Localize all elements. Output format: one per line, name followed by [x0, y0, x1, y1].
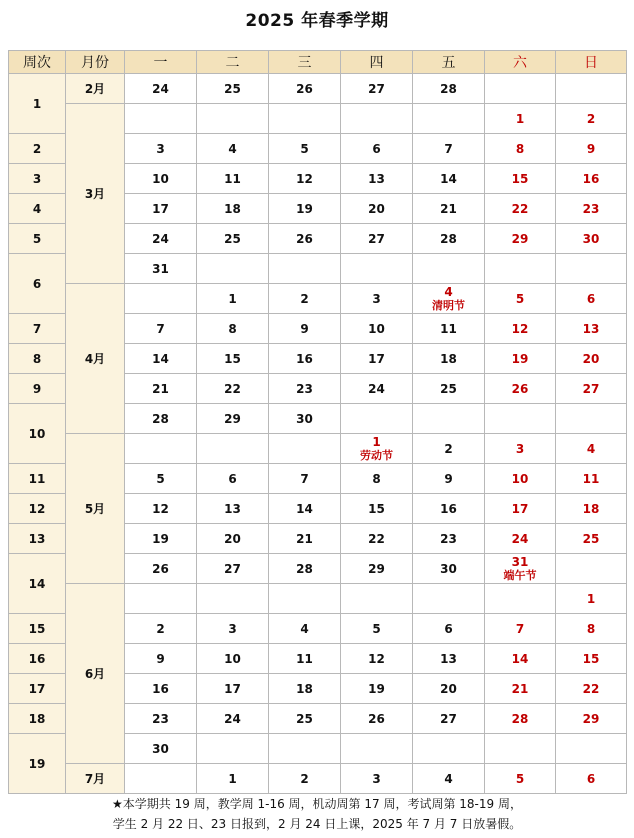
month-cell: 3月 [66, 104, 125, 284]
day-cell [269, 734, 341, 764]
day-cell [341, 734, 413, 764]
day-cell: 5 [485, 284, 556, 314]
day-cell: 30 [556, 224, 627, 254]
day-cell: 11 [197, 164, 269, 194]
holiday-date: 31 [511, 554, 529, 569]
day-cell: 2 [125, 614, 197, 644]
day-cell: 24 [485, 524, 556, 554]
day-cell [413, 584, 485, 614]
week-cell: 3 [9, 164, 66, 194]
day-cell: 29 [556, 704, 627, 734]
day-cell: 15 [556, 644, 627, 674]
day-cell: 23 [413, 524, 485, 554]
week-cell: 2 [9, 134, 66, 164]
holiday-cell-laodong [341, 434, 413, 464]
day-cell: 27 [197, 554, 269, 584]
day-cell: 12 [485, 314, 556, 344]
holiday-cell-duanwu [485, 554, 556, 584]
day-cell: 23 [556, 194, 627, 224]
day-cell: 17 [125, 194, 197, 224]
day-cell: 1 [556, 584, 627, 614]
day-cell: 28 [413, 74, 485, 104]
day-cell [556, 734, 627, 764]
day-cell: 28 [413, 224, 485, 254]
table-row [9, 284, 627, 314]
day-cell: 22 [341, 524, 413, 554]
holiday-cell-qingming [413, 284, 485, 314]
day-cell: 27 [556, 374, 627, 404]
day-cell: 20 [413, 674, 485, 704]
month-cell: 7月 [66, 764, 125, 794]
day-cell: 30 [269, 404, 341, 434]
day-cell: 2 [556, 104, 627, 134]
week-cell: 11 [9, 464, 66, 494]
week-cell: 4 [9, 194, 66, 224]
day-cell: 5 [269, 134, 341, 164]
month-cell: 6月 [66, 584, 125, 764]
day-cell [341, 404, 413, 434]
day-cell: 25 [269, 704, 341, 734]
day-cell: 13 [341, 164, 413, 194]
header-mon: 一 [125, 51, 197, 74]
day-cell: 25 [556, 524, 627, 554]
day-cell: 17 [341, 344, 413, 374]
day-cell: 13 [556, 314, 627, 344]
day-cell [556, 404, 627, 434]
month-cell: 4月 [66, 284, 125, 434]
day-cell: 8 [485, 134, 556, 164]
day-cell: 1 [197, 764, 269, 794]
day-cell: 19 [269, 194, 341, 224]
footer-note [0, 794, 634, 834]
day-cell: 1 [197, 284, 269, 314]
day-cell: 12 [125, 494, 197, 524]
semester-calendar-table [8, 50, 627, 794]
day-cell: 4 [269, 614, 341, 644]
day-cell: 26 [485, 374, 556, 404]
week-cell: 1 [9, 74, 66, 134]
day-cell: 8 [197, 314, 269, 344]
week-cell: 18 [9, 704, 66, 734]
holiday-date: 1 [372, 434, 381, 449]
day-cell: 6 [556, 764, 627, 794]
day-cell: 6 [197, 464, 269, 494]
day-cell [125, 584, 197, 614]
week-cell: 10 [9, 404, 66, 464]
day-cell: 5 [341, 614, 413, 644]
day-cell [556, 74, 627, 104]
day-cell: 10 [485, 464, 556, 494]
day-cell: 24 [341, 374, 413, 404]
day-cell: 11 [413, 314, 485, 344]
day-cell: 21 [485, 674, 556, 704]
day-cell: 10 [341, 314, 413, 344]
header-tue: 二 [197, 51, 269, 74]
day-cell: 2 [269, 764, 341, 794]
day-cell: 12 [341, 644, 413, 674]
day-cell [197, 104, 269, 134]
day-cell: 5 [125, 464, 197, 494]
header-row [9, 51, 627, 74]
day-cell [341, 254, 413, 284]
day-cell [556, 254, 627, 284]
day-cell: 24 [197, 704, 269, 734]
day-cell: 16 [556, 164, 627, 194]
week-cell: 5 [9, 224, 66, 254]
day-cell [556, 554, 627, 584]
day-cell: 28 [485, 704, 556, 734]
week-cell: 13 [9, 524, 66, 554]
day-cell: 3 [125, 134, 197, 164]
header-fri: 五 [413, 51, 485, 74]
holiday-name: 劳动节 [360, 448, 393, 462]
day-cell [485, 74, 556, 104]
week-cell: 9 [9, 374, 66, 404]
day-cell: 14 [413, 164, 485, 194]
day-cell: 15 [485, 164, 556, 194]
day-cell: 3 [341, 284, 413, 314]
table-row [9, 74, 627, 104]
day-cell: 17 [485, 494, 556, 524]
day-cell: 19 [341, 674, 413, 704]
day-cell [125, 764, 197, 794]
day-cell: 13 [413, 644, 485, 674]
day-cell: 28 [269, 554, 341, 584]
day-cell [413, 404, 485, 434]
day-cell: 6 [413, 614, 485, 644]
day-cell: 23 [269, 374, 341, 404]
day-cell: 9 [269, 314, 341, 344]
week-cell: 8 [9, 344, 66, 374]
day-cell: 27 [413, 704, 485, 734]
week-cell: 16 [9, 644, 66, 674]
footer-line-1: ★本学期共 19 周，教学周 1-16 周，机动周第 17 周，考试周第 18-19 周， [112, 797, 522, 811]
day-cell: 9 [125, 644, 197, 674]
table-row [9, 584, 627, 614]
day-cell [197, 584, 269, 614]
day-cell: 5 [485, 764, 556, 794]
day-cell: 15 [341, 494, 413, 524]
day-cell: 2 [269, 284, 341, 314]
day-cell: 10 [125, 164, 197, 194]
day-cell: 27 [341, 224, 413, 254]
header-wed: 三 [269, 51, 341, 74]
day-cell [269, 584, 341, 614]
day-cell: 9 [413, 464, 485, 494]
day-cell: 16 [125, 674, 197, 704]
day-cell: 3 [485, 434, 556, 464]
week-cell: 6 [9, 254, 66, 314]
day-cell: 22 [485, 194, 556, 224]
day-cell: 11 [556, 464, 627, 494]
holiday-date: 4 [444, 284, 453, 299]
day-cell: 29 [485, 224, 556, 254]
day-cell: 8 [341, 464, 413, 494]
week-cell: 19 [9, 734, 66, 794]
day-cell: 8 [556, 614, 627, 644]
week-cell: 7 [9, 314, 66, 344]
week-cell: 15 [9, 614, 66, 644]
day-cell: 16 [269, 344, 341, 374]
day-cell: 7 [269, 464, 341, 494]
day-cell: 25 [197, 74, 269, 104]
day-cell: 24 [125, 224, 197, 254]
day-cell: 3 [341, 764, 413, 794]
day-cell [341, 584, 413, 614]
day-cell: 31 [125, 254, 197, 284]
month-cell: 2月 [66, 74, 125, 104]
day-cell: 14 [125, 344, 197, 374]
day-cell: 29 [197, 404, 269, 434]
day-cell: 23 [125, 704, 197, 734]
footer-line-2: 学生 2 月 22 日、23 日报到，2 月 24 日上课，2025 年 7 月 7 日放暑假。 [112, 817, 522, 831]
day-cell: 22 [556, 674, 627, 704]
day-cell [197, 254, 269, 284]
day-cell [341, 104, 413, 134]
day-cell: 25 [413, 374, 485, 404]
day-cell: 30 [125, 734, 197, 764]
day-cell: 4 [413, 764, 485, 794]
day-cell: 16 [413, 494, 485, 524]
day-cell: 30 [413, 554, 485, 584]
day-cell: 7 [125, 314, 197, 344]
day-cell: 6 [556, 284, 627, 314]
header-week: 周次 [9, 51, 66, 74]
table-row [9, 104, 627, 134]
day-cell [269, 104, 341, 134]
day-cell: 11 [269, 644, 341, 674]
day-cell: 4 [197, 134, 269, 164]
day-cell: 10 [197, 644, 269, 674]
day-cell: 20 [197, 524, 269, 554]
day-cell: 26 [269, 74, 341, 104]
day-cell [413, 104, 485, 134]
day-cell: 22 [197, 374, 269, 404]
day-cell: 19 [485, 344, 556, 374]
header-sat: 六 [485, 51, 556, 74]
day-cell: 14 [269, 494, 341, 524]
week-cell: 14 [9, 554, 66, 614]
header-month: 月份 [66, 51, 125, 74]
day-cell: 21 [413, 194, 485, 224]
day-cell: 18 [556, 494, 627, 524]
table-row [9, 434, 627, 464]
day-cell [269, 254, 341, 284]
day-cell [125, 434, 197, 464]
day-cell: 1 [485, 104, 556, 134]
day-cell: 19 [125, 524, 197, 554]
day-cell: 18 [413, 344, 485, 374]
day-cell: 15 [197, 344, 269, 374]
day-cell [125, 284, 197, 314]
day-cell [269, 434, 341, 464]
header-sun: 日 [556, 51, 627, 74]
page-title: 2025 年春季学期 [245, 11, 389, 31]
header-thu: 四 [341, 51, 413, 74]
holiday-name: 端午节 [503, 568, 537, 582]
day-cell: 14 [485, 644, 556, 674]
day-cell: 25 [197, 224, 269, 254]
day-cell [413, 734, 485, 764]
day-cell: 7 [413, 134, 485, 164]
week-cell: 17 [9, 674, 66, 704]
day-cell: 18 [269, 674, 341, 704]
table-row [9, 764, 627, 794]
day-cell: 21 [125, 374, 197, 404]
day-cell: 4 [556, 434, 627, 464]
day-cell: 12 [269, 164, 341, 194]
day-cell [413, 254, 485, 284]
day-cell [125, 104, 197, 134]
day-cell [485, 584, 556, 614]
day-cell: 13 [197, 494, 269, 524]
day-cell: 7 [485, 614, 556, 644]
day-cell: 9 [556, 134, 627, 164]
holiday-name: 清明节 [432, 298, 465, 312]
day-cell: 24 [125, 74, 197, 104]
day-cell: 17 [197, 674, 269, 704]
day-cell: 20 [341, 194, 413, 224]
week-cell: 12 [9, 494, 66, 524]
day-cell: 28 [125, 404, 197, 434]
day-cell: 26 [269, 224, 341, 254]
day-cell: 26 [125, 554, 197, 584]
day-cell: 3 [197, 614, 269, 644]
day-cell: 27 [341, 74, 413, 104]
day-cell [485, 254, 556, 284]
day-cell: 18 [197, 194, 269, 224]
day-cell [197, 434, 269, 464]
day-cell: 29 [341, 554, 413, 584]
day-cell: 26 [341, 704, 413, 734]
day-cell [197, 734, 269, 764]
day-cell [485, 734, 556, 764]
day-cell: 2 [413, 434, 485, 464]
day-cell [485, 404, 556, 434]
month-cell: 5月 [66, 434, 125, 584]
day-cell: 20 [556, 344, 627, 374]
day-cell: 6 [341, 134, 413, 164]
day-cell: 21 [269, 524, 341, 554]
